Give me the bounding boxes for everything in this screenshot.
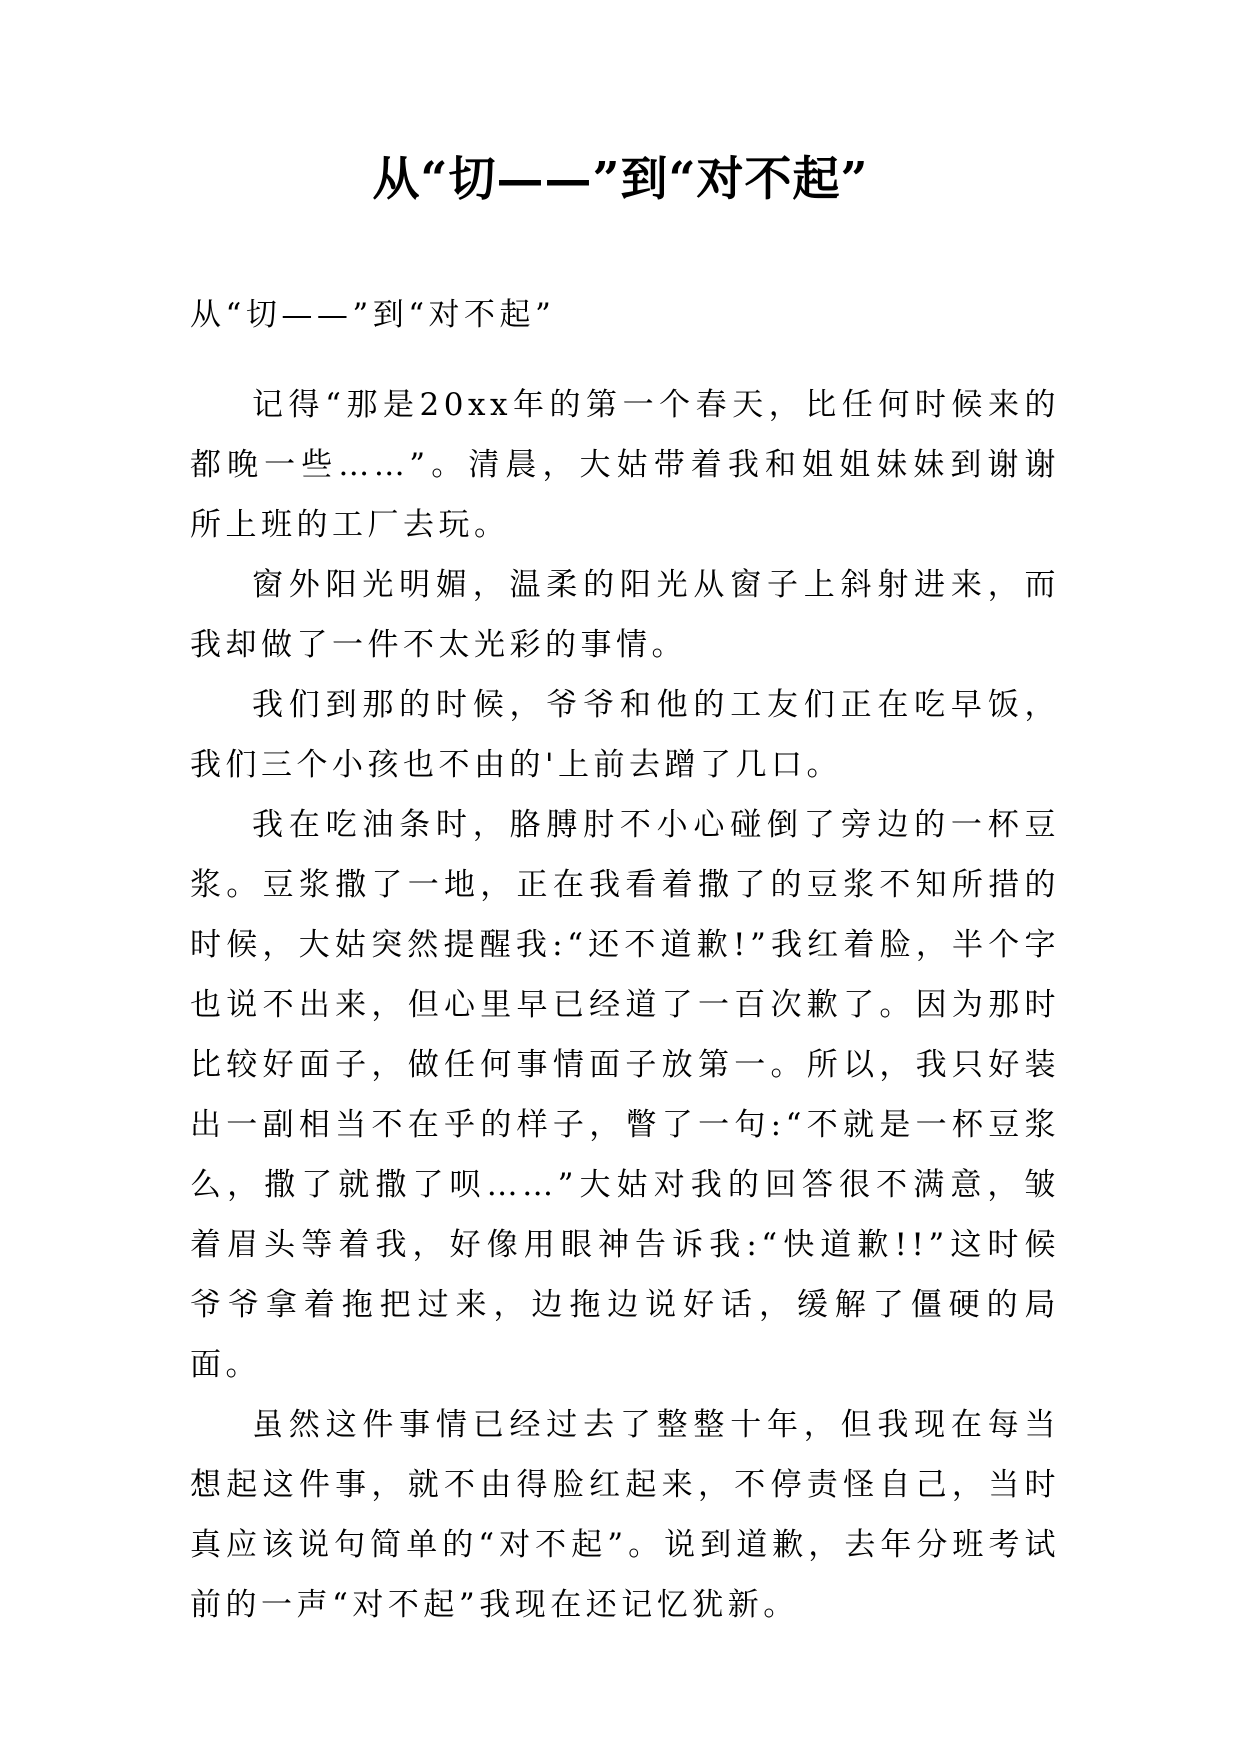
paragraph-2: 窗外阳光明媚，温柔的阳光从窗子上斜射进来，而我却做了一件不太光彩的事情。 xyxy=(190,567,1060,663)
paragraph-1: 记得“那是20xx年的第一个春天，比任何时候来的都晚一些……”。清晨，大姑带着我和姐姐妹妹到谢谢所上班的工厂去玩。 xyxy=(190,387,1060,543)
paragraph-3: 我们到那的时候，爷爷和他的工友们正在吃早饭，我们三个小孩也不由的'上前去蹭了几口。 xyxy=(190,687,1060,783)
document-body xyxy=(190,285,1060,1635)
document-subtitle: 从“切——”到“对不起” xyxy=(190,297,556,333)
paragraph-5: 虽然这件事情已经过去了整整十年，但我现在每当想起这件事，就不由得脸红起来，不停责怪自己，当时真应该说句简单的“对不起”。说到道歉，去年分班考试前的一声“对不起”我现在还记忆犹新。 xyxy=(190,1407,1060,1623)
paragraph-4: 我在吃油条时，胳膊肘不小心碰倒了旁边的一杯豆浆。豆浆撒了一地，正在我看着撒了的豆浆不知所措的时候，大姑突然提醒我:“还不道歉!”我红着脸，半个字也说不出来，但心里早已经道了一百次歉了。因为那时比较好面子，做任何事情面子放第一。所以，我只好装出一副相当不在乎的样子，瞥了一句:“不就是一杯豆浆么，撒了就撒了呗……”大姑对我的回答很不满意，皱着眉头等着我，好像用眼神告诉我:“快道歉!!”这时候爷爷拿着拖把过来，边拖边说好话，缓解了僵硬的局面。 xyxy=(190,807,1060,1383)
document-title: 从“切——”到“对不起” xyxy=(372,152,869,207)
